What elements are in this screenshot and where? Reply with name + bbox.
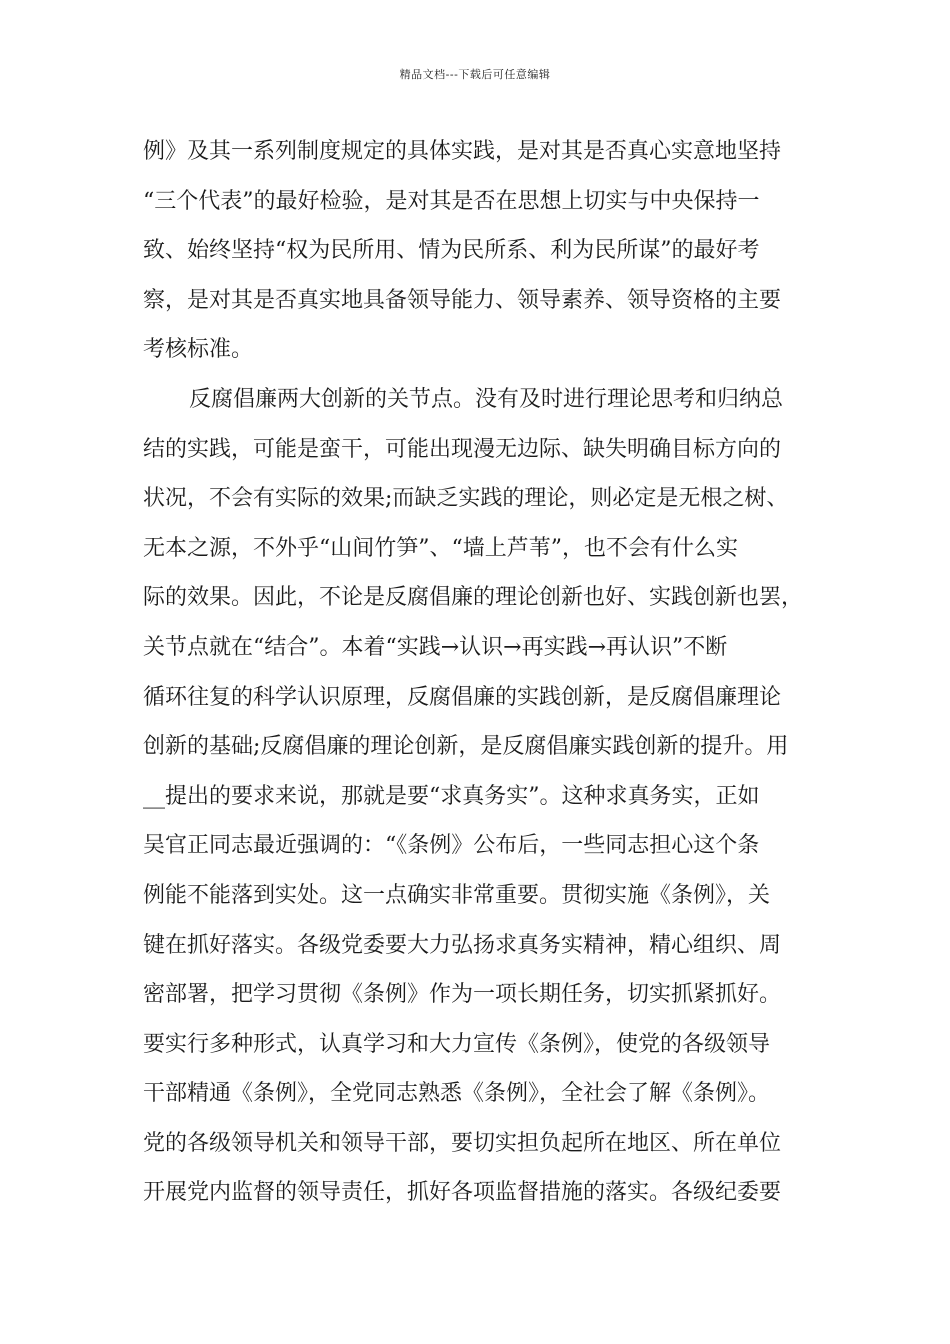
document-body <box>143 127 807 1218</box>
paragraph-line: 结的实践，可能是蛮干，可能出现漫无边际、缺失明确目标方向的 <box>143 436 782 462</box>
paragraph-line: 创新的基础;反腐倡廉的理论创新，是反腐倡廉实践创新的提升。用 <box>143 734 789 760</box>
paragraph-line: 例能不能落到实处。这一点确实非常重要。贯彻实施《条例》，关 <box>143 882 771 908</box>
paragraph-line: “三个代表”的最好检验，是对其是否在思想上切实与中央保持一 <box>143 188 760 214</box>
paragraph-line: 察，是对其是否真实地具备领导能力、领导素养、领导资格的主要 <box>143 287 782 313</box>
paragraph-line: 关节点就在“结合”。本着“实践→认识→再实践→再认识”不断 <box>143 634 728 660</box>
paragraph-line: 干部精通《条例》，全党同志熟悉《条例》，全社会了解《条例》。 <box>143 1081 771 1107</box>
paragraph-line: 际的效果。因此，不论是反腐倡廉的理论创新也好、实践创新也罢， <box>143 585 804 611</box>
paragraph-line: 循环往复的科学认识原理，反腐倡廉的实践创新，是反腐倡廉理论 <box>143 684 782 710</box>
paragraph-line: 反腐倡廉两大创新的关节点。没有及时进行理论思考和归纳总 <box>189 386 784 412</box>
paragraph-line: 要实行多种形式，认真学习和大力宣传《条例》，使党的各级领导 <box>143 1031 771 1057</box>
paragraph-line: 开展党内监督的领导责任，抓好各项监督措施的落实。各级纪委要 <box>143 1180 782 1206</box>
paragraph-line: 例》及其一系列制度规定的具体实践，是对其是否真心实意地坚持 <box>143 139 782 164</box>
paragraph-line: 吴官正同志最近强调的：“《条例》公布后，一些同志担心这个条 <box>143 833 760 859</box>
paragraph-line: 致、始终坚持“权为民所用、情为民所系、利为民所谋”的最好考 <box>143 238 760 264</box>
paragraph-line: 键在抓好落实。各级党委要大力弘扬求真务实精神，精心组织、周 <box>143 932 782 958</box>
paragraph-1 <box>143 127 807 375</box>
paragraph-2 <box>143 375 807 1218</box>
paragraph-line: 党的各级领导机关和领导干部，要切实担负起所在地区、所在单位 <box>143 1130 782 1156</box>
paragraph-line: 密部署，把学习贯彻《条例》作为一项长期任务，切实抓紧抓好。 <box>143 982 782 1008</box>
paragraph-line: 状况，不会有实际的效果;而缺乏实践的理论，则必定是无根之树、 <box>143 486 789 512</box>
page-header: 精品文档---下载后可任意编辑 <box>399 68 551 81</box>
paragraph-line: 无本之源，不外乎“山间竹笋”、“墙上芦苇”，也不会有什么实 <box>143 535 738 561</box>
paragraph-line: 考核标准。 <box>143 337 254 363</box>
paragraph-line: __提出的要求来说，那就是要“求真务实”。这种求真务实，正如 <box>143 783 760 809</box>
